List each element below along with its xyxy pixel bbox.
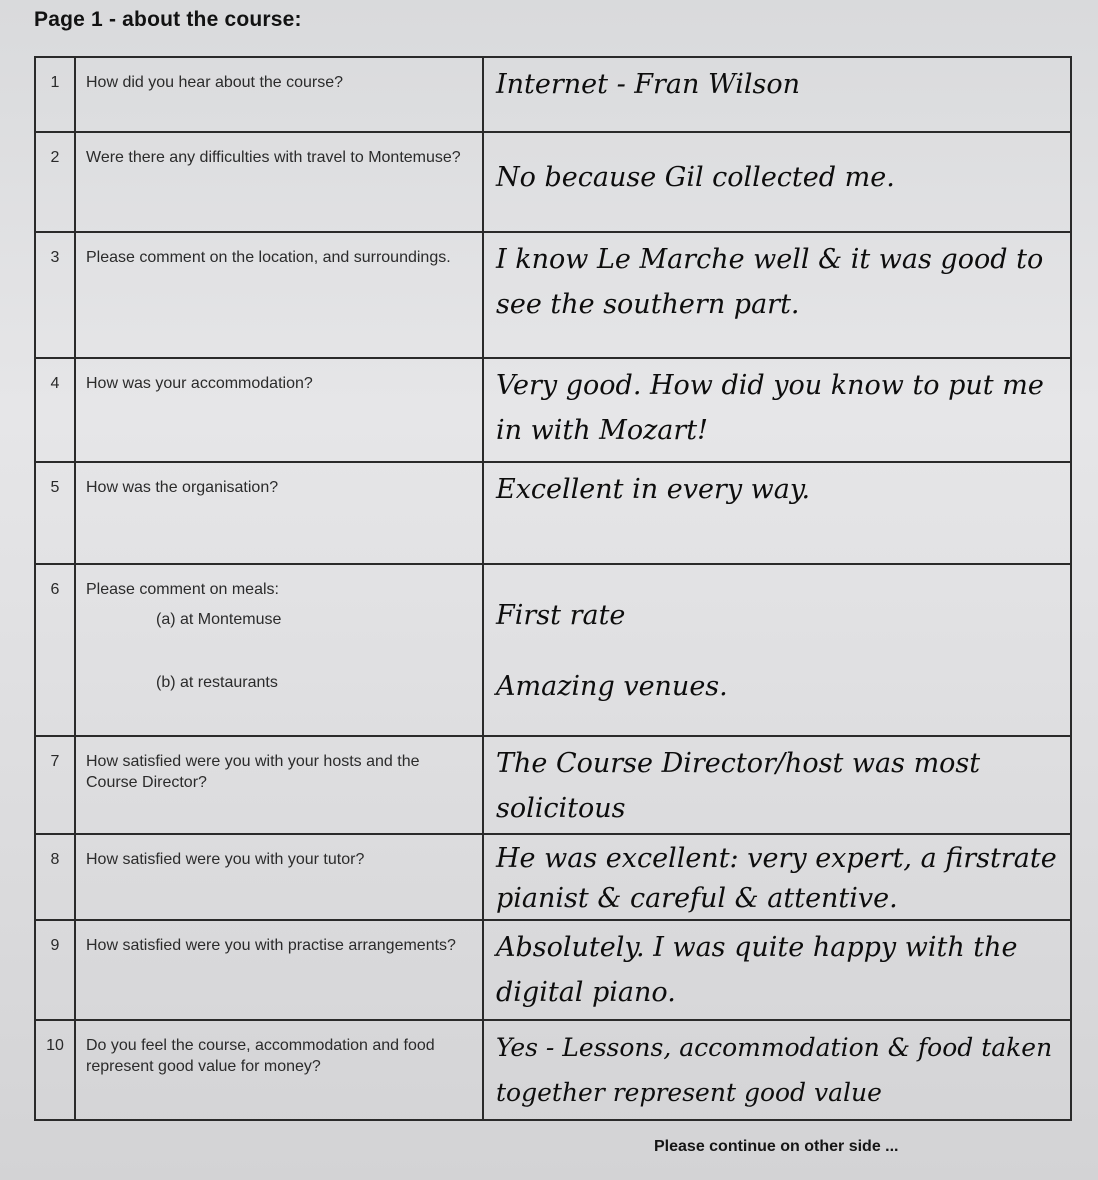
question-number: 7	[35, 736, 75, 834]
question-text: How did you hear about the course?	[75, 57, 483, 132]
question-text: How satisfied were you with your hosts and the Course Director?	[75, 736, 483, 834]
table-row	[35, 232, 1071, 358]
handwritten-answer-montemuse: First rate	[496, 600, 626, 631]
question-text: Were there any difficulties with travel to Montemuse?	[75, 132, 483, 232]
handwritten-answer-restaurants: Amazing venues.	[496, 671, 728, 702]
table-row	[35, 57, 1071, 132]
question-text: Please comment on meals:	[86, 581, 279, 598]
question-number: 10	[35, 1020, 75, 1120]
table-row	[35, 834, 1071, 920]
question-text: How was the organisation?	[75, 462, 483, 564]
meals-sub-question-restaurants: (b) at restaurants	[156, 674, 278, 691]
handwritten-answer: Yes - Lessons, accommodation & food taken together represent good value	[483, 1020, 1071, 1120]
question-text: Do you feel the course, accommodation and food represent good value for money?	[75, 1020, 483, 1120]
handwritten-answer: The Course Director/host was most solicitous	[483, 736, 1071, 834]
question-text: How satisfied were you with your tutor?	[75, 834, 483, 920]
question-text: How was your accommodation?	[75, 358, 483, 462]
feedback-table	[34, 56, 1072, 1121]
question-number: 5	[35, 462, 75, 564]
question-number: 9	[35, 920, 75, 1020]
handwritten-answer: Very good. How did you know to put me in with Mozart!	[483, 358, 1071, 462]
question-text: Please comment on the location, and surroundings.	[75, 232, 483, 358]
page-title: Page 1 - about the course:	[34, 8, 302, 31]
handwritten-answer: No because Gil collected me.	[483, 132, 1071, 232]
handwritten-answer: Absolutely. I was quite happy with the digital piano.	[483, 920, 1071, 1020]
question-number: 3	[35, 232, 75, 358]
table-row	[35, 462, 1071, 564]
question-number: 8	[35, 834, 75, 920]
handwritten-answer: Excellent in every way.	[483, 462, 1071, 564]
table-row	[35, 1020, 1071, 1120]
meals-answer-cell	[483, 564, 1071, 736]
meals-sub-question-montemuse: (a) at Montemuse	[156, 611, 282, 628]
table-row	[35, 564, 1071, 736]
handwritten-answer: I know Le Marche well & it was good to see the southern part.	[483, 232, 1071, 358]
question-number: 1	[35, 57, 75, 132]
question-number: 6	[35, 564, 75, 736]
table-row	[35, 736, 1071, 834]
handwritten-answer: Internet - Fran Wilson	[483, 57, 1071, 132]
table-row	[35, 358, 1071, 462]
handwritten-answer: He was excellent: very expert, a firstrate pianist & careful & attentive.	[483, 834, 1071, 920]
question-number: 4	[35, 358, 75, 462]
question-number: 2	[35, 132, 75, 232]
table-row	[35, 920, 1071, 1020]
continue-note: Please continue on other side ...	[654, 1138, 899, 1155]
table-row	[35, 132, 1071, 232]
meals-question-cell	[75, 564, 483, 736]
question-text: How satisfied were you with practise arrangements?	[75, 920, 483, 1020]
